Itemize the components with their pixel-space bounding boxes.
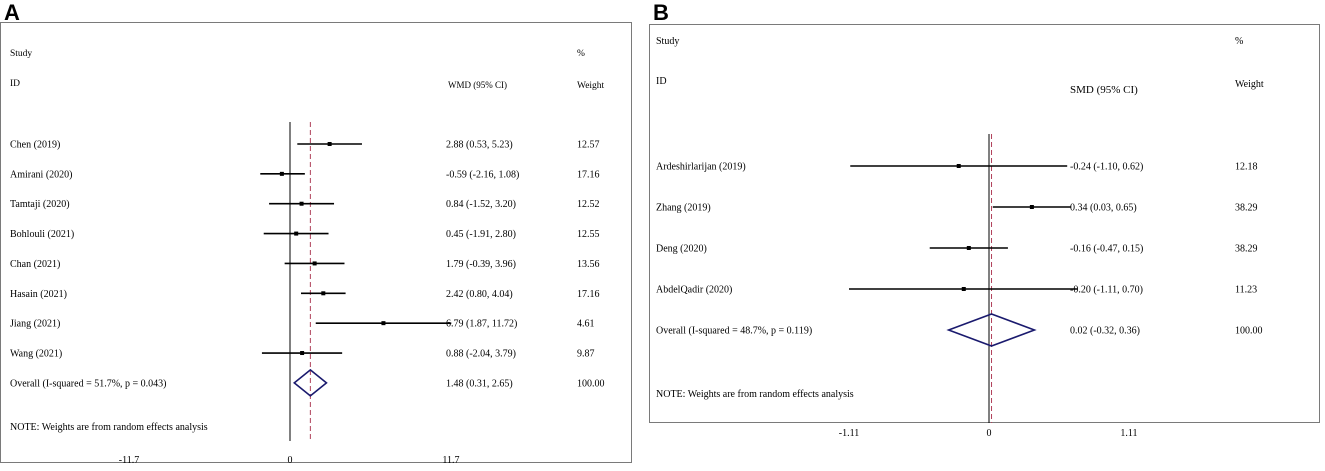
header-percent: %	[577, 49, 585, 59]
effect-ci-value: 1.79 (-0.39, 3.96)	[446, 258, 516, 270]
weight-value: 11.23	[1235, 284, 1258, 296]
panel-b	[653, 0, 1264, 439]
panel-a	[4, 0, 605, 466]
panel-label: A	[4, 0, 20, 25]
effect-ci-value: -0.16 (-0.47, 0.15)	[1070, 243, 1144, 255]
weights-note: NOTE: Weights are from random effects analysis	[10, 422, 208, 433]
header-study: Study	[10, 49, 33, 59]
header-weight: Weight	[1235, 79, 1264, 90]
effect-ci-value: 2.42 (0.80, 4.04)	[446, 288, 513, 300]
panel-b-frame	[650, 25, 1320, 423]
study-label: Chen (2019)	[10, 139, 61, 151]
header-id: ID	[656, 76, 667, 87]
x-tick-label: 0	[287, 455, 293, 466]
point-estimate	[321, 291, 325, 295]
study-label: Deng (2020)	[656, 243, 707, 255]
weight-value: 12.52	[577, 199, 600, 211]
overall-weight-value: 100.00	[1235, 325, 1263, 337]
weight-value: 17.16	[577, 288, 600, 300]
study-label: Ardeshirlarijan (2019)	[656, 161, 746, 173]
header-effect: WMD (95% CI)	[448, 80, 507, 90]
point-estimate	[1030, 205, 1034, 209]
overall-ci-value: 1.48 (0.31, 2.65)	[446, 378, 513, 390]
weight-value: 12.18	[1235, 161, 1258, 173]
weight-value: 12.55	[577, 229, 600, 241]
effect-ci-value: 0.88 (-2.04, 3.79)	[446, 348, 516, 360]
point-estimate	[300, 351, 304, 355]
weight-value: 38.29	[1235, 243, 1258, 255]
point-estimate	[294, 232, 298, 236]
study-label: AbdelQadir (2020)	[656, 284, 733, 296]
x-tick-label: 0	[986, 428, 992, 439]
point-estimate	[967, 246, 971, 250]
weight-value: 9.87	[577, 348, 595, 360]
panel-label: B	[653, 0, 669, 25]
point-estimate	[300, 202, 304, 206]
overall-label: Overall (I-squared = 51.7%, p = 0.043)	[10, 378, 167, 390]
effect-ci-value: 0.45 (-1.91, 2.80)	[446, 229, 516, 241]
weight-value: 12.57	[577, 139, 600, 151]
effect-ci-value: -0.20 (-1.11, 0.70)	[1070, 284, 1143, 296]
study-label: Jiang (2021)	[10, 318, 61, 330]
x-tick-label: 1.11	[1120, 428, 1138, 439]
x-tick-label: 11.7	[442, 455, 460, 466]
x-tick-label: -1.11	[838, 428, 860, 439]
study-label: Wang (2021)	[10, 348, 63, 360]
effect-ci-value: 6.79 (1.87, 11.72)	[446, 318, 518, 330]
point-estimate	[962, 287, 966, 291]
overall-label: Overall (I-squared = 48.7%, p = 0.119)	[656, 325, 813, 337]
effect-ci-value: -0.24 (-1.10, 0.62)	[1070, 161, 1144, 173]
header-weight: Weight	[577, 81, 605, 91]
effect-ci-value: -0.59 (-2.16, 1.08)	[446, 169, 520, 181]
weight-value: 4.61	[577, 318, 595, 330]
study-label: Zhang (2019)	[656, 202, 711, 214]
study-label: Bohlouli (2021)	[10, 229, 75, 241]
header-id: ID	[10, 79, 21, 89]
header-effect: SMD (95% CI)	[1070, 84, 1138, 96]
x-tick-label: -11.7	[118, 455, 140, 466]
effect-ci-value: 0.34 (0.03, 0.65)	[1070, 202, 1137, 214]
study-label: Amirani (2020)	[10, 169, 73, 181]
weight-value: 17.16	[577, 169, 600, 181]
overall-weight-value: 100.00	[577, 378, 605, 390]
effect-ci-value: 2.88 (0.53, 5.23)	[446, 139, 513, 151]
header-percent: %	[1235, 36, 1244, 47]
panel-a-frame	[1, 23, 632, 463]
point-estimate	[313, 261, 317, 265]
point-estimate	[957, 164, 961, 168]
study-label: Tamtaji (2020)	[10, 199, 70, 211]
effect-ci-value: 0.84 (-1.52, 3.20)	[446, 199, 516, 211]
header-study: Study	[656, 36, 680, 47]
overall-ci-value: 0.02 (-0.32, 0.36)	[1070, 325, 1140, 337]
point-estimate	[280, 172, 284, 176]
study-label: Hasain (2021)	[10, 288, 67, 300]
study-label: Chan (2021)	[10, 258, 61, 270]
weights-note: NOTE: Weights are from random effects analysis	[656, 389, 854, 400]
point-estimate	[381, 321, 385, 325]
weight-value: 13.56	[577, 258, 600, 270]
weight-value: 38.29	[1235, 202, 1258, 214]
point-estimate	[328, 142, 332, 146]
